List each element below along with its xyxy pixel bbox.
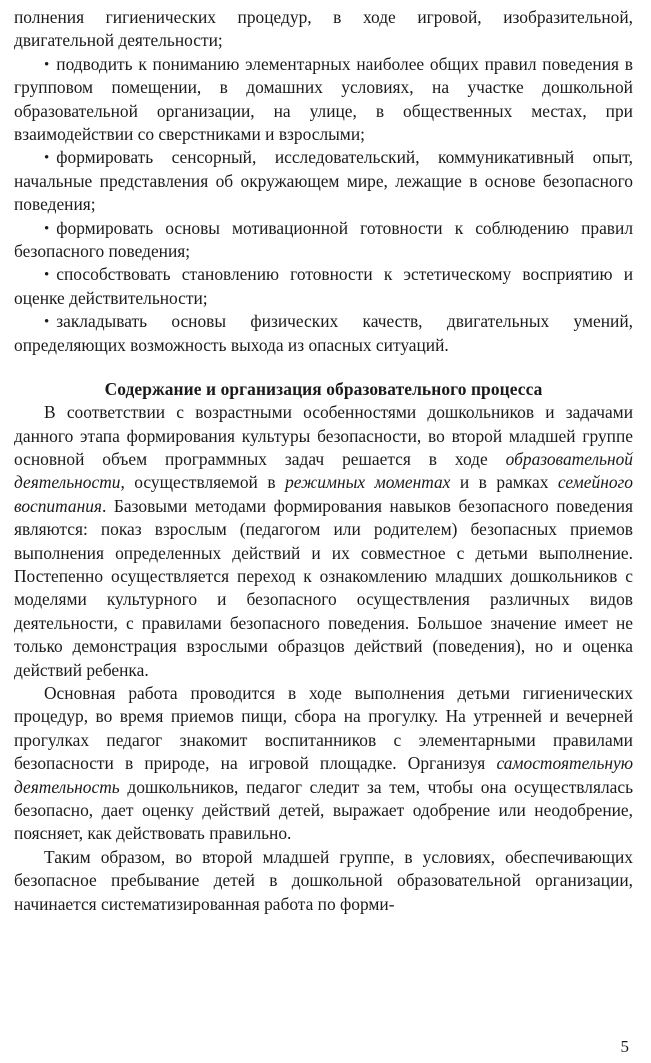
run-text-italic: режимных моментах (285, 472, 451, 493)
run-text-italic: образовательной деятельности (14, 448, 633, 493)
list-item-text: формировать основы мотивационной готовности к соблюдению правил безопасного поведения; (14, 217, 633, 262)
run-text-italic: семейного воспитания (14, 472, 633, 516)
body-paragraph (14, 401, 633, 682)
run-text: , осуществляемой в (120, 472, 286, 493)
run-text: . Базовыми методами формирования навыков безопасного поведения являются: показ взрослым (педагогом или родителем) безопасных приемов выполнения определенных действий и их совместное с детьми выполнение. Постепенно осуществляется переход к ознакомлению младших дошкольников с моделями культурного и безопасного осуществления различных видов деятельности, с правилами безопасного поведения. Большое значение имеет не только демонстрация взрослыми образцов действий (поведения), но и оценка действий ребенка. (14, 495, 633, 680)
body-paragraph (14, 682, 633, 846)
list-item (14, 217, 633, 264)
bullet-icon: • (44, 267, 50, 284)
run-text-italic: самостоятельную деятельность (14, 753, 633, 797)
bullet-icon: • (44, 56, 50, 73)
list-item-text: закладывать основы физических качеств, двигательных умений, определяющих возможность выхода из опасных ситуаций. (14, 311, 633, 355)
run-text: дошкольников, педагог следит за тем, чтобы она осуществлялась безопасно, дает оценку действий детей, выражает одобрение или неодобрение, поясняет, как действовать правильно. (14, 776, 633, 844)
page-number: 5 (620, 1037, 629, 1056)
list-item (14, 310, 633, 357)
bullet-icon: • (44, 314, 50, 331)
paragraph-continued: полнения гигиенических процедур, в ходе игровой, изобразительной, двигательной деятельности; (14, 7, 633, 51)
list-item (14, 53, 633, 147)
list-item-text: подводить к пониманию элементарных наиболее общих правил поведения в групповом помещении, в домашних условиях, на участке дошкольной образовательной организации, на улице, в общественных местах, при взаимодействии со сверстниками и взрослыми; (14, 53, 633, 145)
section-heading: Содержание и организация образовательного процесса (104, 379, 543, 400)
run-text: Основная работа проводится в ходе выполнения детьми гигиенических процедур, во время приемов пищи, сбора на прогулку. На утренней и вечерней прогулках педагог знакомит воспитанников с элементарными правилами безопасности в природе, на игровой площадке. Организуя (14, 682, 633, 774)
list-item (14, 146, 633, 216)
run-text: В соответствии с возрастными особенностями дошкольников и задачами данного этапа формирования культуры безопасности, во второй младшей группе основной объем программных задач решается в ходе (14, 402, 633, 469)
bullet-icon: • (44, 150, 50, 167)
run-text: и в рамках (450, 472, 558, 493)
list-item-text: способствовать становлению готовности к эстетическому восприятию и оценке действительности; (14, 264, 633, 308)
bullet-icon: • (44, 220, 50, 237)
list-item-text: формировать сенсорный, исследовательский, коммуникативный опыт, начальные представления об окружающем мире, лежащие в основе безопасного поведения; (14, 147, 633, 215)
list-item (14, 263, 633, 310)
body-paragraph: Таким образом, во второй младшей группе, в условиях, обеспечивающих безопасное пребывание детей в дошкольной образовательной организации, начинается систематизированная работа по форми- (14, 846, 633, 914)
